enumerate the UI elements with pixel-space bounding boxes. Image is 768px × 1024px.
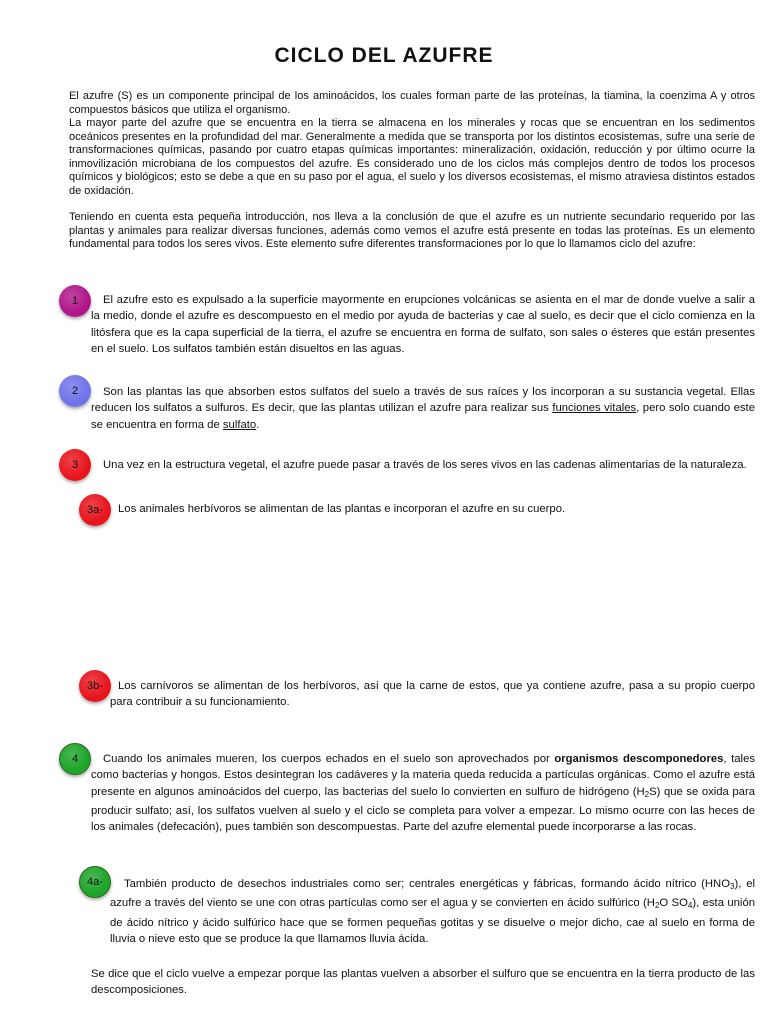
step-3a-text: Los animales herbívoros se alimentan de las plantas e incorporan el azufre en su cuerpo. [118, 503, 566, 515]
step-2-badge [59, 375, 91, 407]
step-3-text: Una vez en la estructura vegetal, el azufre puede pasar a través de los seres vivos en las cadenas alimentarias de la naturaleza. [103, 459, 747, 471]
step-4-number: 4 [71, 753, 79, 765]
step-4-text-part: S) que se oxida para producir sulfato; así, los sulfatos vuelven al suelo y el ciclo se completa para volver a empezar. Lo mismo ocurre con las heces de los animales (defecación), pues también son descompuestas. Parte del azufre elemental puede incorporarse a las rocas. [91, 785, 756, 834]
step-2-text-part: , pero solo cuando este se encuentra en forma de [91, 402, 755, 431]
closing-paragraph: Se dice que el ciclo vuelve a empezar porque las plantas vuelven a absorber el sulfuro que se encuentra en la tierra producto de las descomposiciones. [91, 968, 755, 997]
step-2-number: 2 [71, 385, 79, 397]
step-4-text-part: , tales como bacterias y hongos. Estos desintegran los cadáveres y la materia queda reducida a partículas orgánicas. Como el azufre está presente en algunos aminoácidos del cuerpo, las bacterias del suelo lo convierten en sulfuro de hidrógeno (H [91, 753, 755, 798]
step-4a-text-part: O SO [659, 897, 688, 910]
step-4-text [91, 751, 755, 835]
subscript: 2 [654, 901, 660, 911]
step-4-badge [59, 743, 91, 775]
step-2-text [91, 384, 755, 433]
step-3a-number: 3a- [87, 504, 103, 516]
step-3b-text: Los carnívoros se alimentan de los herbívoros, así que la carne de estos, que ya contiene azufre, pasa a su propio cuerpo para contribuir a su funcionamiento. [110, 680, 755, 709]
step-3-number: 3 [71, 459, 79, 471]
step-3a-badge [79, 494, 111, 526]
intro-block [69, 90, 755, 198]
link-funciones-vitales[interactable]: funciones vitales [552, 402, 637, 415]
step-3b-number: 3b- [87, 680, 103, 692]
step-4a-text-part: ), el azufre a través del viento se une con otras partículas como ser el agua y se convierten en ácido sulfúrico (H [110, 878, 755, 910]
subscript: 4 [687, 901, 693, 911]
step-1-number: 1 [71, 295, 79, 307]
step-4a-badge [79, 866, 111, 898]
link-sulfato[interactable]: sulfato [222, 418, 257, 431]
step-3b-badge [79, 670, 111, 702]
intro-paragraph-2: La mayor parte del azufre que se encuentra en la tierra se almacena en los minerales y rocas que se encuentran en los sedimentos oceánicos presentes en la profundidad del mar. Generalmente a medida que se transporta por los distintos ecosistemas, sufre una serie de transformaciones químicas, pasando por cuatro etapas químicas importantes: mineralización, oxidación, reducción y por último ocurre la inmovilización microbiana de los compuestos del azufre. Es considerado uno de los ciclos más complejos dentro de todos los procesos químicos y biológicos; esto se debe a que en su paso por el agua, el suelo y los diversos ecosistemas, el mismo atraviesa distintos estados de oxidación. [69, 117, 755, 197]
step-4a-text-part: ), esta unión de ácido nítrico y ácido sulfúrico hace que se formen pequeñas gotitas y se disuelve o mejor dicho, cae al suelo en forma de lluvia o nieve esto que se produce la que llamamos lluvia ácida. [110, 897, 756, 945]
step-1-text: El azufre esto es expulsado a la superficie mayormente en erupciones volcánicas se asienta en el mar de donde vuelve a salir a la medio, donde el azufre es descompuesto en el medio por ayuda de bacterias y cae al suelo, es decir que el ciclo comienza en la litósfera que es la capa superficial de la tierra, el azufre se encuentra en forma de sulfato, son sales o ésteres que están presentes en el suelo. Los sulfatos también están disueltos en las aguas. [91, 294, 755, 355]
subscript: 3 [730, 882, 735, 891]
intro-paragraph-1: El azufre (S) es un componente principal de los aminoácidos, los cuales forman parte de las proteínas, la tiamina, la coenzima A y otros compuestos básicos que utiliza el organismo. [69, 90, 755, 116]
document-title: CICLO DEL AZUFRE [274, 44, 494, 67]
intro-paragraph-3: Teniendo en cuenta esta pequeña introducción, nos lleva a la conclusión de que el azufre es un nutriente secundario requerido por las plantas y animales para realizar diversas funciones, además como vemos el azufre está presente en todas las proteínas. Es un elemento fundamental para todos los seres vivos. Este elemento sufre diferentes transformaciones por lo que lo llamamos ciclo del azufre: [69, 211, 755, 250]
step-2-text-part: . [256, 418, 260, 431]
step-4-text-part: Cuando los animales mueren, los cuerpos echados en el suelo son aprovechados por [103, 753, 555, 765]
step-4-bold-term: organismos descomponedores [554, 753, 724, 765]
step-3-badge [59, 449, 91, 481]
step-1-badge [59, 285, 91, 317]
step-4a-text [110, 876, 755, 947]
step-4a-number: 4a- [87, 876, 103, 888]
step-4a-text-part: También producto de desechos industriales como ser; centrales energéticas y fábricas, formando ácido nítrico (HNO [124, 878, 730, 890]
step-2-text-part: Son las plantas las que absorben estos sulfatos del suelo a través de sus raíces y los incorporan a su sustancia vegetal. Ellas reducen los sulfatos a sulfuros. Es decir, que las plantas utilizan el azufre para realizar sus [91, 386, 755, 415]
subscript: 2 [644, 789, 650, 799]
